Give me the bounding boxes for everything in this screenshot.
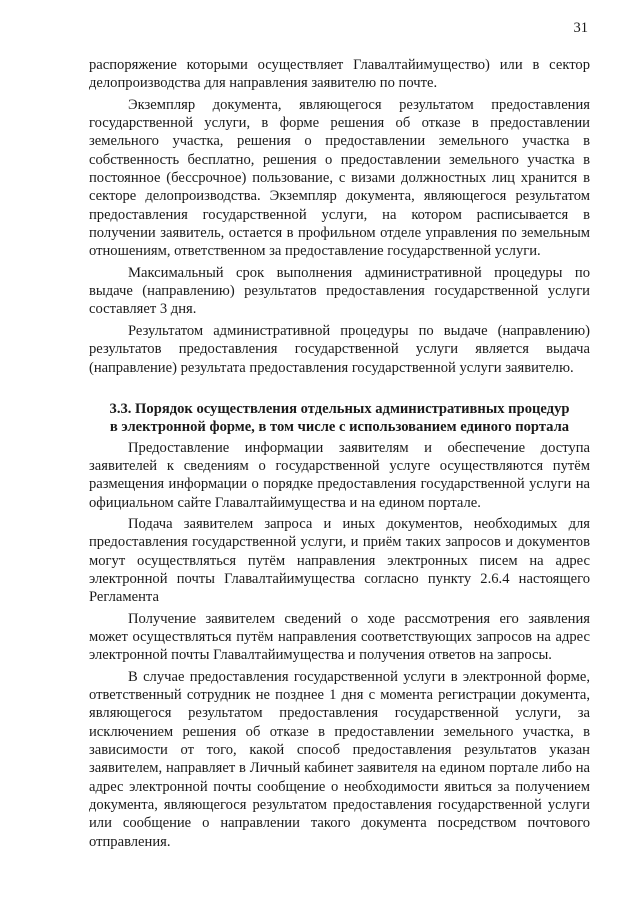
document-body bbox=[89, 56, 590, 854]
paragraph: Предоставление информации заявителям и обеспечение доступа заявителей к сведениям о государственной услуге осуществляются путём размещения информации о порядке предоставления государственной услуги на официальном сайте Главалтайимущества и на едином портале. bbox=[89, 439, 590, 511]
paragraph: Получение заявителем сведений о ходе рассмотрения его заявления может осуществляться путём направления соответствующих запросов на адрес электронной почты Главалтайимущества и получения ответов на запросы. bbox=[89, 610, 590, 664]
paragraph: Результатом административной процедуры по выдаче (направлению) результатов предоставления государственной услуги является выдача (направление) результата предоставления государственной услуги заявителю. bbox=[89, 322, 590, 376]
paragraph: В случае предоставления государственной услуги в электронной форме, ответственный сотрудник не позднее 1 дня с момента регистрации документа, являющегося результатом предоставления государственной услуги, за исключением решения об отказе в предоставлении земельного участка, в зависимости от того, какой способ предоставления результатов указан заявителем, направляет в Личный кабинет заявителя на едином портале либо на адрес электронной почты сообщение о необходимости явиться за получением документа, являющегося результатом предоставления государственной услуги или сообщение о направлении такого документа посредством почтового отправления. bbox=[89, 668, 590, 850]
paragraph: Экземпляр документа, являющегося результатом предоставления государственной услуги, в форме решения об отказе в предоставлении земельного участка, решения о предоставлении земельного участка в собственность бесплатно, решения о предоставлении земельного участка в постоянное (бессрочное) пользование, с визами должностных лиц хранится в секторе делопроизводства. Экземпляр документа, являющегося результатом предоставления государственной услуги, на котором расписывается в получении заявитель, остается в профильном отделе управления по земельным отношениям, ответственном за предоставление государственной услуги. bbox=[89, 96, 590, 260]
paragraph: Подача заявителем запроса и иных документов, необходимых для предоставления государственной услуги, и приём таких запросов и документов могут осуществляться путём направления электронных писем на адрес электронной почты Главалтайимущества согласно пункту 2.6.4 настоящего Регламента bbox=[89, 515, 590, 606]
paragraph: Максимальный срок выполнения административной процедуры по выдаче (направлению) результатов предоставления государственной услуги составляет 3 дня. bbox=[89, 264, 590, 318]
section-heading: 3.3. Порядок осуществления отдельных административных процедур в электронной форме, в том числе с использованием единого портала bbox=[109, 400, 570, 436]
page-number: 31 bbox=[573, 20, 588, 36]
paragraph-continuation: распоряжение которыми осуществляет Главалтайимущество) или в сектор делопроизводства для направления заявителю по почте. bbox=[89, 57, 590, 92]
